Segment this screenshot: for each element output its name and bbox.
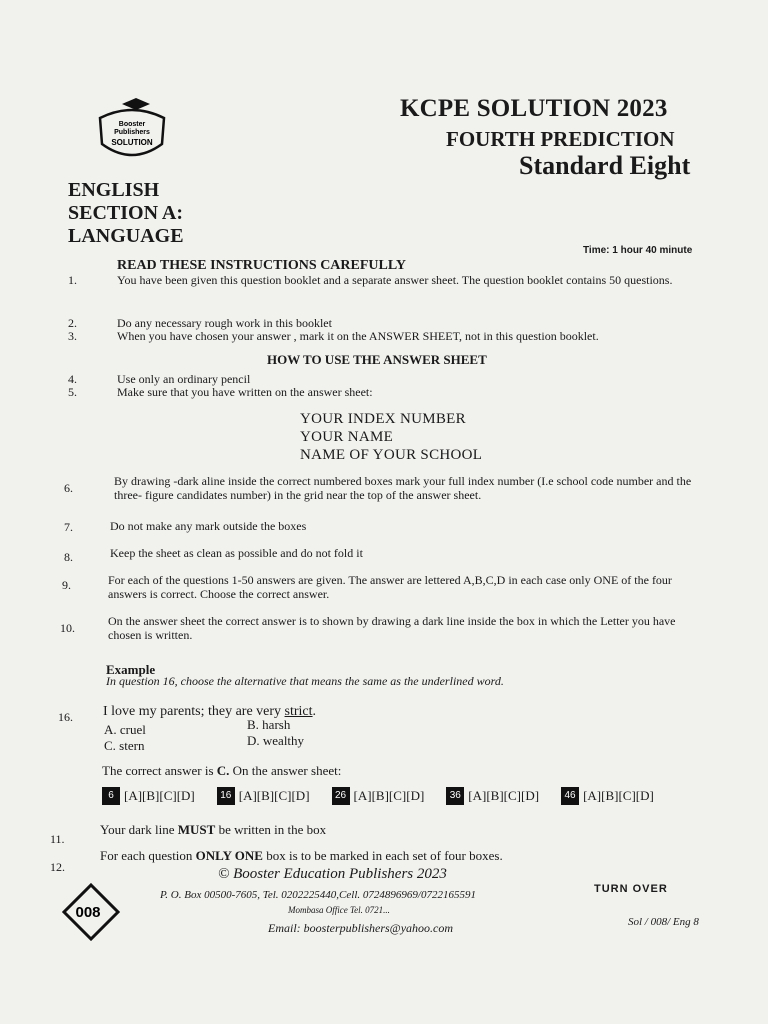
item-text: Do any necessary rough work in this booklet	[117, 316, 332, 330]
answer-group	[217, 787, 310, 805]
office: Mombasa Office Tel. 0721...	[288, 905, 390, 915]
question-end: .	[312, 704, 317, 719]
copyright: © Booster Education Publishers 2023	[218, 866, 447, 882]
instructions-heading: READ THESE INSTRUCTIONS CAREFULLY	[117, 258, 407, 273]
answer-group	[332, 787, 425, 805]
doc-level: Standard Eight	[519, 151, 691, 180]
option-d: D. wealthy	[247, 733, 305, 748]
item-number: 11.	[50, 832, 65, 846]
answer-group	[446, 787, 539, 805]
answer-sheet-fields	[300, 410, 482, 464]
item-text: For each of the questions 1-50 answers are given. The answer are lettered A,B,C,D in each case only ONE of the four answers is correct. Choose the correct answer.	[108, 573, 672, 601]
text-post: box is to be marked in each set of four boxes.	[262, 848, 503, 863]
item-number: 5.	[68, 385, 77, 399]
item-number: 9.	[62, 578, 71, 592]
letters: [A][B][C][D]	[353, 788, 425, 803]
email: Email: boosterpublishers@yahoo.com	[268, 921, 454, 935]
text-bold: ONLY ONE	[195, 848, 263, 863]
letters: [A][B][C][D]	[583, 788, 654, 803]
question-text: I love my parents; they are very	[103, 704, 285, 719]
logo-text-2: Publishers	[114, 129, 150, 136]
section-line-3: LANGUAGE	[68, 225, 184, 247]
option-c: C. stern	[104, 738, 145, 753]
time-allowed: Time: 1 hour 40 minute	[583, 245, 693, 256]
number-box: 6	[102, 787, 120, 805]
item-text: On the answer sheet the correct answer is to shown by drawing a dark line inside the box in which the Letter you have chosen is written.	[108, 614, 676, 642]
item-text	[100, 822, 326, 838]
correct-letter: C.	[216, 763, 230, 778]
field-school: NAME OF YOUR SCHOOL	[300, 447, 483, 463]
doc-title: KCPE SOLUTION 2023	[400, 95, 668, 122]
number-box: 26	[332, 787, 350, 805]
answer-grid-example	[102, 787, 676, 805]
doc-subtitle: FOURTH PREDICTION	[446, 127, 675, 151]
option-a: A. cruel	[104, 722, 146, 737]
item-text	[100, 848, 503, 864]
question-number: 16.	[58, 710, 73, 724]
page-number: 008	[75, 904, 101, 921]
option-b: B. harsh	[247, 717, 291, 732]
how-to-heading: HOW TO USE THE ANSWER SHEET	[267, 352, 487, 367]
item-text: You have been given this question booklet and a separate answer sheet. The question booklet contains 50 questions.	[117, 273, 673, 287]
item-number: 3.	[68, 329, 77, 343]
page-reference: Sol / 008/ Eng 8	[628, 916, 699, 928]
text-pre: Your dark line	[100, 822, 178, 837]
item-number: 12.	[50, 860, 65, 874]
item-number: 7.	[64, 520, 73, 534]
correct-answer-line	[102, 763, 341, 779]
item-number: 10.	[60, 621, 75, 635]
answer-group	[102, 787, 195, 805]
field-name: YOUR NAME	[300, 429, 394, 445]
text-pre: For each question	[100, 848, 196, 863]
text-bold: MUST	[177, 822, 216, 837]
item-text: When you have chosen your answer , mark it on the ANSWER SHEET, not in this question booklet.	[117, 329, 599, 343]
page-number-badge	[62, 883, 120, 941]
turn-over: TURN OVER	[594, 883, 668, 895]
correct-pre: The correct answer is	[102, 763, 217, 778]
item-number: 4.	[68, 372, 77, 386]
publisher-logo	[92, 96, 172, 168]
underlined-word: strict	[284, 704, 313, 719]
letters: [A][B][C][D]	[124, 788, 195, 803]
item-number: 6.	[64, 481, 73, 495]
section-line-2: SECTION A:	[68, 202, 184, 224]
example-instruction: In question 16, choose the alternative that means the same as the underlined word.	[106, 674, 504, 688]
item-text: Do not make any mark outside the boxes	[110, 519, 307, 533]
item-number: 1.	[68, 273, 77, 287]
letters: [A][B][C][D]	[468, 788, 540, 803]
item-text: Keep the sheet as clean as possible and do not fold it	[110, 546, 363, 560]
section-heading	[68, 179, 184, 248]
section-line-1: ENGLISH	[68, 179, 160, 201]
field-index: YOUR INDEX NUMBER	[300, 411, 466, 427]
logo-text-1: Booster	[118, 121, 146, 128]
item-text: Use only an ordinary pencil	[117, 372, 251, 386]
item-number: 8.	[64, 550, 73, 564]
number-box: 16	[217, 787, 235, 805]
address: P. O. Box 00500-7605, Tel. 0202225440,Cell. 0724896969/0722165591	[160, 889, 476, 901]
item-text: By drawing -dark aline inside the correct numbered boxes mark your full index number (I.e school code number and the three- figure candidates number) in the grid near the top of the answer sheet.	[114, 474, 692, 502]
number-box: 36	[446, 787, 464, 805]
answer-group	[561, 787, 654, 805]
correct-post: On the answer sheet:	[229, 763, 342, 778]
number-box: 46	[561, 787, 579, 805]
letters: [A][B][C][D]	[238, 788, 310, 803]
logo-text-3: SOLUTION	[111, 138, 153, 147]
example-label: Example	[106, 662, 156, 677]
item-number: 2.	[68, 316, 77, 330]
text-post: be written in the box	[215, 822, 327, 837]
item-text: Make sure that you have written on the answer sheet:	[117, 385, 373, 399]
